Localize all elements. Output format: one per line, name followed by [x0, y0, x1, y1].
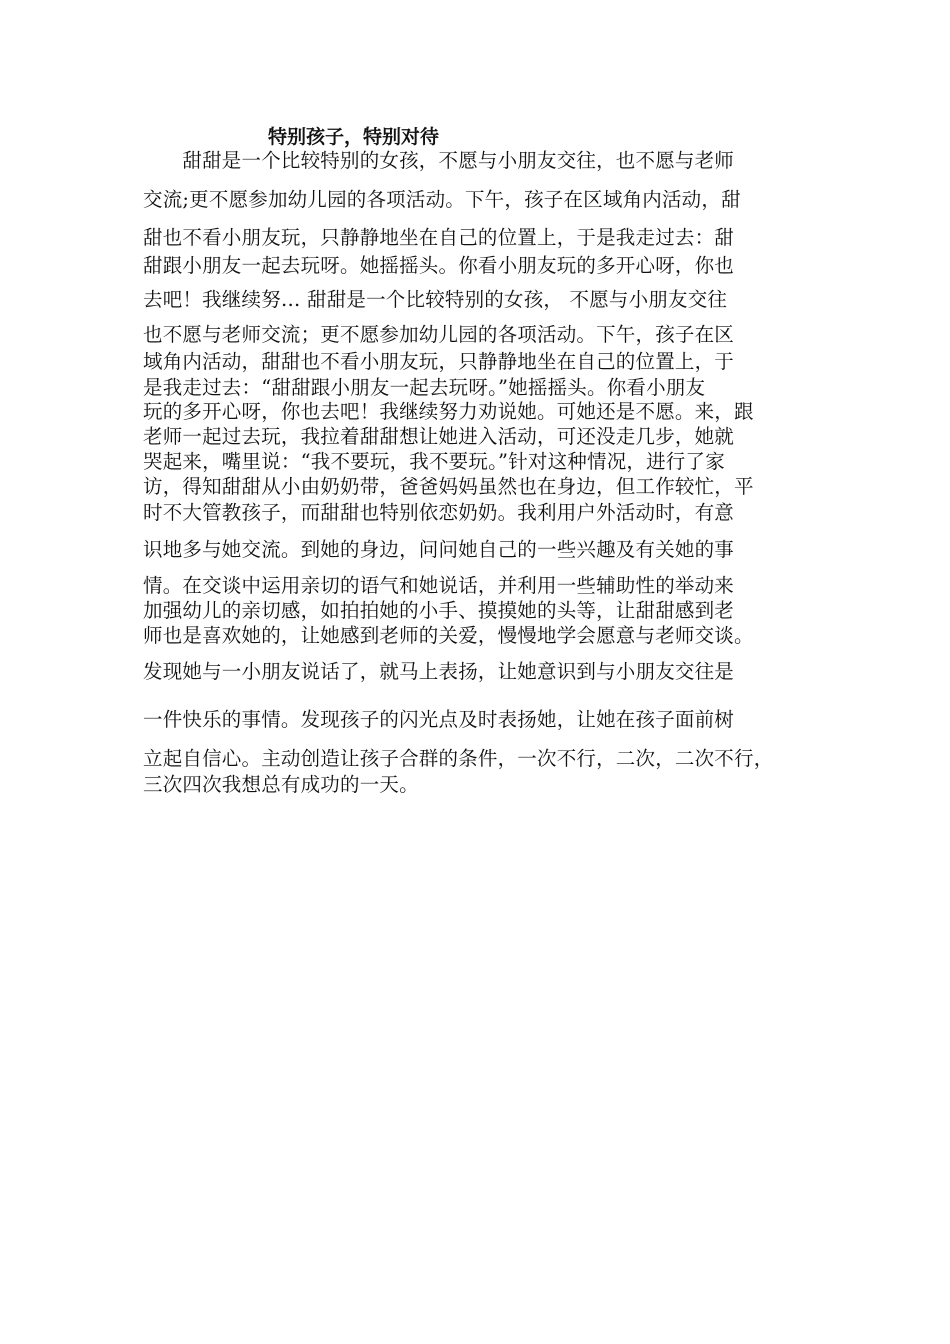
body-line-6: 也不愿与老师交流；更不愿参加幼儿园的各项活动。下午，孩子在区 [143, 323, 735, 346]
body-line-14: 识地多与她交流。到她的身边，问问她自己的一些兴趣及有关她的事 [143, 538, 735, 561]
body-line-21: 三次四次我想总有成功的一天。 [143, 773, 419, 796]
body-line-1: 甜甜是一个比较特别的女孩，不愿与小朋友交往，也不愿与老师 [143, 149, 735, 172]
body-line-4: 甜跟小朋友一起去玩呀。她摇摇头。你看小朋友玩的多开心呀，你也 [143, 254, 735, 277]
body-line-16: 加强幼儿的亲切感，如拍拍她的小手、摸摸她的头等，让甜甜感到老 [143, 599, 735, 622]
body-line-8: 是我走过去：“甜甜跟小朋友一起去玩呀。”她摇摇头。你看小朋友 [143, 376, 706, 399]
body-line-3: 甜也不看小朋友玩，只静静地坐在自己的位置上，于是我走过去：甜 [143, 226, 735, 249]
body-line-9: 玩的多开心呀，你也去吧！我继续努力劝说她。可她还是不愿。来，跟 [143, 400, 754, 423]
body-line-13: 时不大管教孩子，而甜甜也特别依恋奶奶。我利用户外活动时，有意 [143, 501, 735, 524]
body-line-17: 师也是喜欢她的，让她感到老师的关爱，慢慢地学会愿意与老师交谈。 [143, 624, 754, 647]
body-line-5: 去吧！我继续努… 甜甜是一个比较特别的女孩， 不愿与小朋友交往 [143, 288, 728, 311]
body-line-10: 老师一起过去玩，我拉着甜甜想让她进入活动，可还没走几步，她就 [143, 425, 735, 448]
body-line-7: 域角内活动，甜甜也不看小朋友玩，只静静地坐在自己的位置上，于 [143, 350, 735, 373]
body-line-11: 哭起来，嘴里说：“我不要玩，我不要玩。”针对这种情况，进行了家 [143, 450, 725, 473]
body-line-18: 发现她与一小朋友说话了，就马上表扬，让她意识到与小朋友交往是 [143, 660, 735, 683]
body-line-2: 交流;更不愿参加幼儿园的各项活动。下午，孩子在区域角内活动，甜 [143, 188, 741, 211]
body-line-20: 立起自信心。主动创造让孩子合群的条件，一次不行，二次，二次不行， [143, 747, 774, 770]
document-title: 特别孩子，特别对待 [268, 126, 440, 148]
body-line-12: 访，得知甜甜从小由奶奶带，爸爸妈妈虽然也在身边，但工作较忙，平 [143, 475, 754, 498]
body-line-15: 情。在交谈中运用亲切的语气和她说话，并利用一些辅助性的举动来 [143, 574, 735, 597]
body-line-19: 一件快乐的事情。发现孩子的闪光点及时表扬她，让她在孩子面前树 [143, 708, 735, 731]
